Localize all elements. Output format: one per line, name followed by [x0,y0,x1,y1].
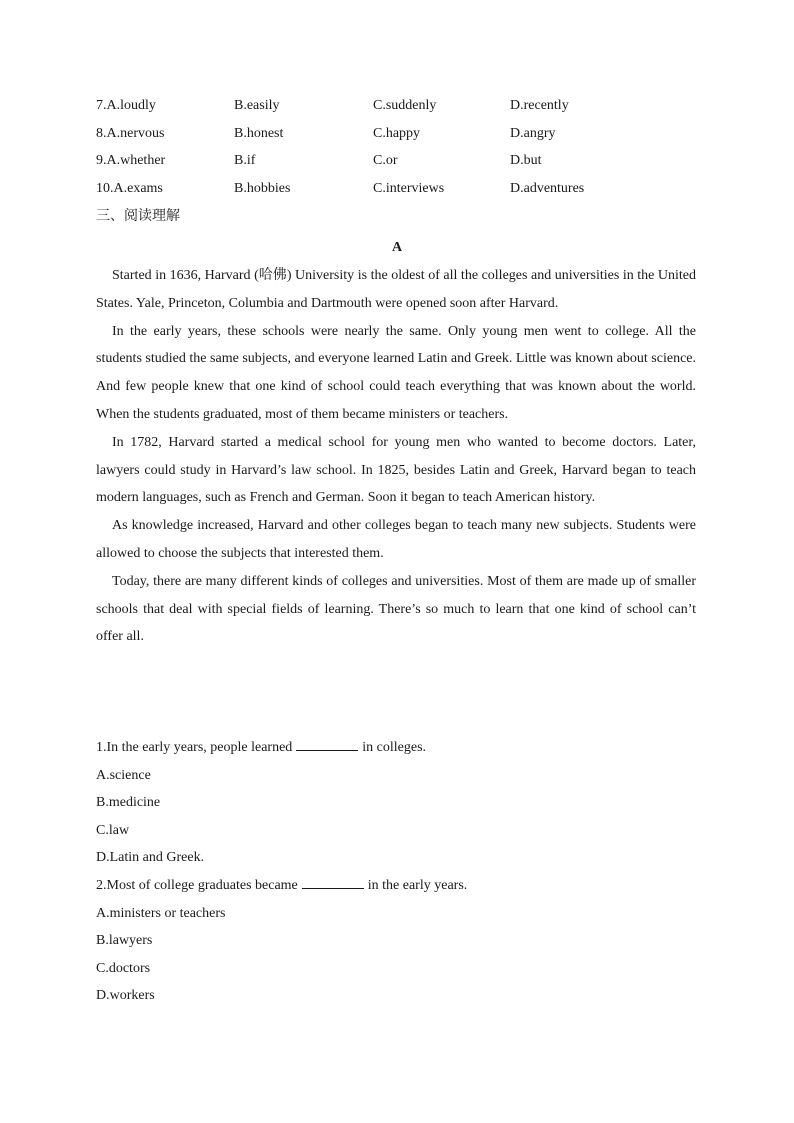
option-a: 9.A.whether [96,153,166,168]
passage-paragraph: In 1782, Harvard started a medical school for young men who wanted to become doctors. Later, lawyers could study in Harvard’s law school. In 1825, besides Latin and Greek, Harvard began to teach modern languages, such as French and German. Soon it began to teach American history. [96,434,696,506]
questions [96,734,696,1010]
question-2-stem [96,872,696,900]
passage-paragraph: As knowledge increased, Harvard and other colleges began to teach many new subjects. Students were allowed to choose the subjects that interested them. [96,518,696,561]
question-stem-text: 2.Most of college graduates became [96,877,298,893]
option-d: D.angry [510,126,556,141]
question-option: B.lawyers [96,933,153,949]
option-b: B.if [234,153,256,168]
passage-paragraph: Today, there are many different kinds of colleges and universities. Most of them are made up of smaller schools that deal with special fields of learning. There’s so much to learn that one kind of school can’t offer all. [96,573,696,645]
question-option: D.Latin and Greek. [96,850,205,866]
reading-passage [96,262,696,651]
option-row-9 [96,151,716,171]
option-c: C.or [373,153,398,168]
option-c: C.suddenly [373,98,437,113]
passage-title: A [391,240,403,255]
option-row-10 [96,179,716,199]
answer-blank [296,737,358,751]
question-option: B.medicine [96,795,161,811]
question-option: C.doctors [96,960,151,976]
question-option: C.law [96,822,130,838]
option-b: B.easily [234,98,280,113]
passage-paragraph: Started in 1636, Harvard (哈佛) University is the oldest of all the colleges and universities in the United States. Yale, Princeton, Columbia and Dartmouth were opened soon after Harvard. [96,268,696,311]
option-d: D.but [510,153,542,168]
option-a: 7.A.loudly [96,98,156,113]
answer-blank [302,875,364,889]
question-1-stem [96,734,696,762]
question-option: A.ministers or teachers [96,905,226,921]
option-row-7 [96,96,716,116]
option-d: D.adventures [510,181,585,196]
option-row-8 [96,124,716,144]
question-stem-text: in the early years. [367,877,468,893]
option-c: C.interviews [373,181,445,196]
question-option: A.science [96,767,151,783]
option-b: B.hobbies [234,181,291,196]
option-b: B.honest [234,126,284,141]
question-option: D.workers [96,988,155,1004]
question-stem-text: 1.In the early years, people learned [96,740,293,755]
option-a: 8.A.nervous [96,126,165,141]
option-a: 10.A.exams [96,181,163,196]
question-stem-text: in colleges. [362,740,427,755]
option-c: C.happy [373,126,421,141]
passage-paragraph: In the early years, these schools were nearly the same. Only young men went to college. All the students studied the same subjects, and everyone learned Latin and Greek. Little was known about science. And few people knew that one kind of school could teach everything that was known about the world. When the students graduated, most of them became ministers or teachers. [96,323,696,422]
section-heading: 三、阅读理解 [96,209,180,224]
option-d: D.recently [510,98,569,113]
